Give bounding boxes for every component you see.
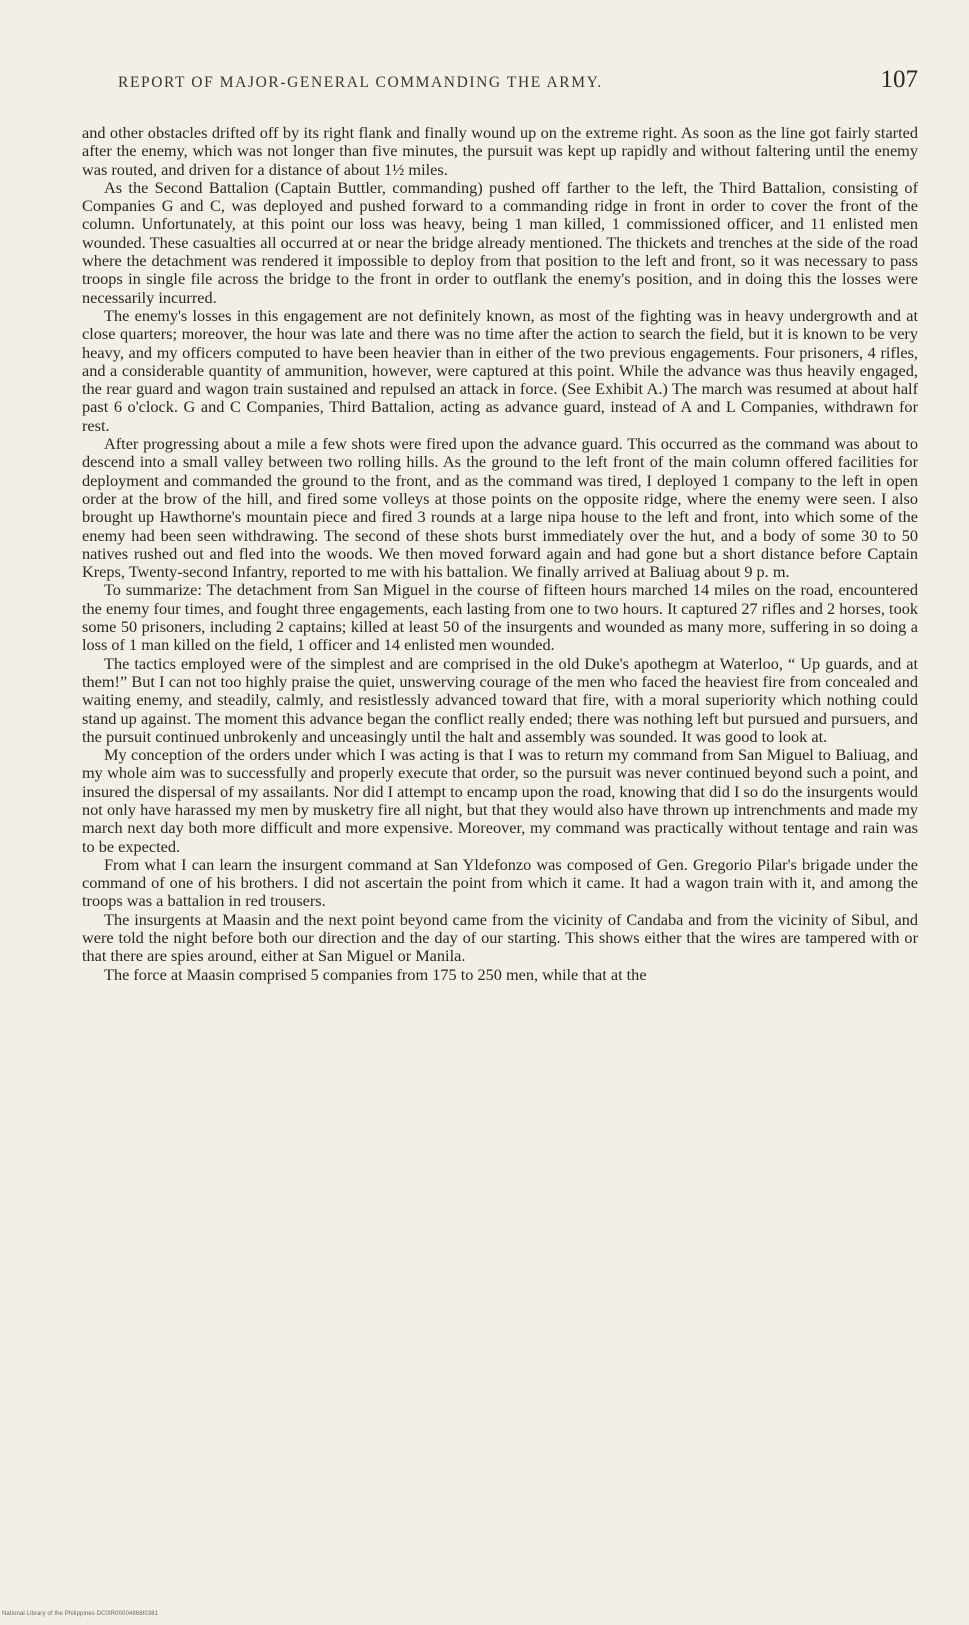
running-head: REPORT OF MAJOR-GENERAL COMMANDING THE ARMY. — [118, 74, 603, 91]
body-text — [82, 124, 918, 984]
paragraph: To summarize: The detachment from San Miguel in the course of fifteen hours marched 14 miles on the road, encountered the enemy four times, and fought three engagements, each lasting from one to two hours. It captured 27 rifles and 2 horses, took some 50 prisoners, including 2 captains; killed at least 50 of the insurgents and wounded as many more, suffering in so doing a loss of 1 man killed on the field, 1 officer and 14 enlisted men wounded. — [82, 580, 918, 655]
page-number: 107 — [880, 66, 918, 93]
scan-credit: National Library of the Philippines DC0IR00004868I0381 — [2, 1611, 159, 1617]
paragraph: After progressing about a mile a few shots were fired upon the advance guard. This occurred as the command was about to descend into a small valley between two rolling hills. As the ground to the left front of the main column offered facilities for deployment and commanded the ground to the front, and as the command was tired, I deployed 1 company to the left in open order at the brow of the hill, and fired some volleys at those points on the opposite ridge, where the enemy were seen. I also brought up Hawthorne's mountain piece and fired 3 rounds at a large nipa house to the left and front, into which some of the enemy had been seen withdrawing. The second of these shots burst immediately over the hut, and a body of some 30 to 50 natives rushed out and fled into the woods. We then moved forward again and had gone but a short distance before Captain Kreps, Twenty-second Infantry, reported to me with his battalion. We finally arrived at Baliuag about 9 p. m. — [82, 434, 918, 582]
paragraph: My conception of the orders under which I was acting is that I was to return my command from San Miguel to Baliuag, and my whole aim was to successfully and properly execute that order, so the pursuit was never continued beyond such a point, and insured the dispersal of my assailants. Nor did I attempt to encamp upon the road, knowing that did I so do the insurgents would not only have harassed my men by musketry fire all night, but that they would also have thrown up intrenchments and made my march next day both more difficult and more expensive. Moreover, my command was practically without tentage and rain was to be expected. — [82, 745, 918, 856]
paragraph: The enemy's losses in this engagement are not definitely known, as most of the fighting was in heavy undergrowth and at close quarters; moreover, the hour was late and there was no time after the action to search the field, but it is known to be very heavy, and my officers computed to have been heavier than in either of the two previous engagements. Four prisoners, 4 rifles, and a considerable quantity of ammunition, however, were captured at this point. While the advance was thus heavily engaged, the rear guard and wagon train sustained and repulsed an attack in force. (See Exhibit A.) The march was resumed at about half past 6 o'clock. G and C Companies, Third Battalion, acting as advance guard, instead of A and L Companies, withdrawn for rest. — [82, 305, 918, 435]
page-header — [118, 66, 918, 100]
paragraph: As the Second Battalion (Captain Buttler, commanding) pushed off farther to the left, the Third Battalion, consisting of Companies G and C, was deployed and pushed forward to a commanding ridge in front in order to cover the front of the column. Unfortunately, at this point our loss was heavy, being 1 man killed, 1 commissioned officer, and 11 enlisted men wounded. These casualties all occurred at or near the bridge already mentioned. The thickets and trenches at the side of the road where the detachment was rendered it impossible to deploy from that position to the left and front, so it was necessary to pass troops in single file across the bridge to the front in order to outflank the enemy's position, and in doing this the losses were necessarily incurred. — [82, 177, 918, 307]
paragraph: The force at Maasin comprised 5 companies from 175 to 250 men, while that at the — [104, 964, 647, 984]
paragraph: From what I can learn the insurgent command at San Yldefonzo was composed of Gen. Gregorio Pilar's brigade under the command of one of his brothers. I did not ascertain the point from which it came. It had a wagon train with it, and among the troops was a battalion in red trousers. — [82, 854, 918, 911]
paragraph: and other obstacles drifted off by its right flank and finally wound up on the extreme right. As soon as the line got fairly started after the enemy, which was not longer than five minutes, the pursuit was kept up rapidly and without faltering until the enemy was routed, and driven for a distance of about 1½ miles. — [82, 123, 918, 179]
paragraph: The insurgents at Maasin and the next point beyond came from the vicinity of Candaba and from the vicinity of Sibul, and were told the night before both our direction and the day of our starting. This shows either that the wires are tampered with or that there are spies around, either at San Miguel or Manila. — [82, 909, 918, 966]
paragraph: The tactics employed were of the simplest and are comprised in the old Duke's apothegm at Waterloo, “ Up guards, and at them!” But I can not too highly praise the quiet, unswerving courage of the men who faced the heaviest fire from concealed and waiting enemy, and steadily, calmly, and resistlessly advanced toward that fire, with a moral superiority which nothing could stand up against. The moment this advance began the conflict really ended; there was nothing left but pursued and pursuers, and the pursuit continued unbrokenly and unceasingly until the halt and assembly was sounded. It was good to look at. — [82, 653, 918, 746]
